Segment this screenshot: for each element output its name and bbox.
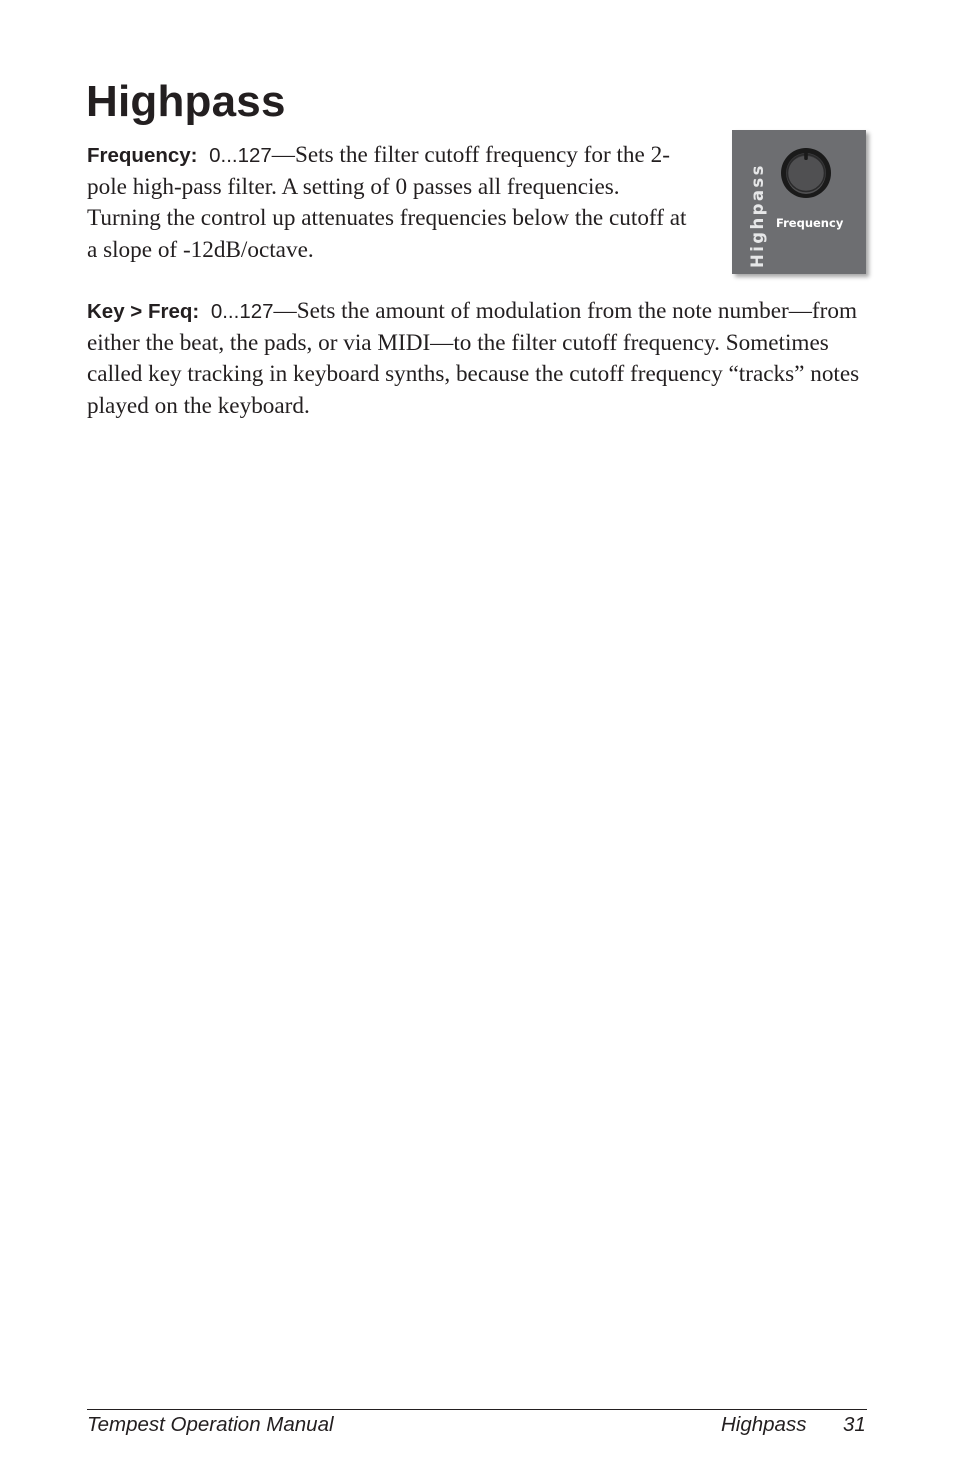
footer-divider bbox=[87, 1409, 867, 1410]
rotary-knob-icon bbox=[780, 147, 832, 199]
footer-manual-title: Tempest Operation Manual bbox=[87, 1413, 334, 1436]
panel-section-label: Highpass bbox=[748, 163, 767, 268]
term-key-freq: Key > Freq: bbox=[87, 300, 200, 323]
footer-section-name: Highpass bbox=[721, 1413, 807, 1436]
range-frequency: 0...127 bbox=[209, 144, 272, 167]
knob-label: Frequency bbox=[776, 216, 844, 230]
description-key-freq: —Sets the amount of modulation from the note number—from either the beat, the pads, or via MIDI—to the filter cutoff frequency. Sometimes called key tracking in keyboard synths, because the cutoff frequency “tracks” notes played on the keyboard. bbox=[87, 298, 860, 419]
range-key-freq: 0...127 bbox=[210, 300, 274, 323]
term-frequency: Frequency: bbox=[87, 144, 198, 167]
description-frequency: —Sets the filter cutoff frequency for the 2-pole high-pass filter. A setting of 0 passes all frequencies. Turning the control up attenuates frequencies below the cutoff at a slope of -12dB/octave. bbox=[87, 142, 687, 263]
highpass-panel-image bbox=[732, 130, 866, 274]
paragraph-frequency bbox=[87, 140, 697, 266]
page-title: Highpass bbox=[86, 77, 286, 126]
footer-page-number: 31 bbox=[843, 1413, 866, 1436]
paragraph-key-freq bbox=[87, 296, 877, 422]
